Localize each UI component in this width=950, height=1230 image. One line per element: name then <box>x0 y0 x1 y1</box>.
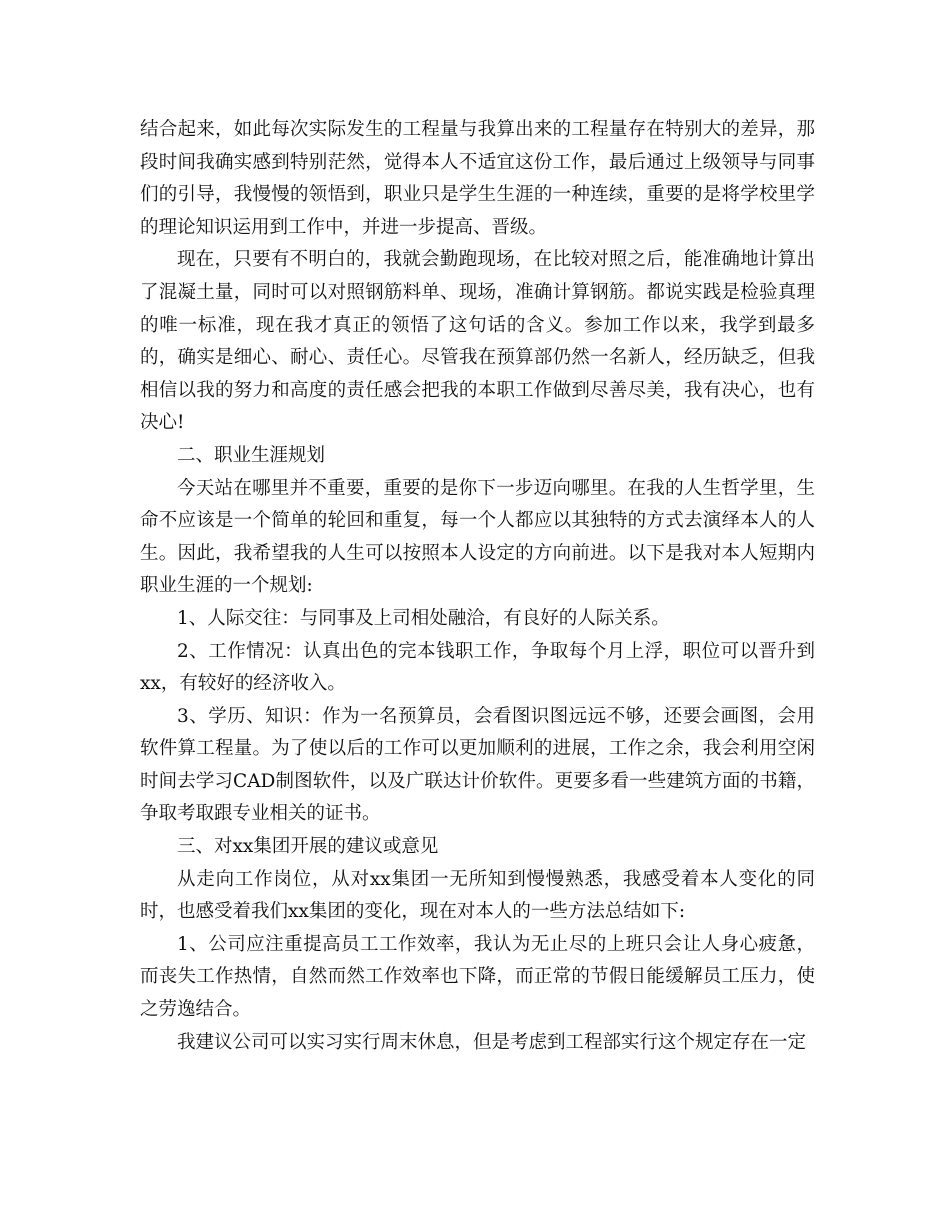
list-item-education: 3、学历、知识：作为一名预算员，会看图识图远远不够，还要会画图，会用软件算工程量。为了使以后的工作可以更加顺利的进展，工作之余，我会利用空闲时间去学习CAD制图软件，以及广联达计价软件。更要多看一些建筑方面的书籍，争取考取跟专业相关的证书。 <box>140 705 815 825</box>
document-body <box>140 114 815 1059</box>
list-item-interpersonal: 1、人际交往：与同事及上司相处融洽，有良好的人际关系。 <box>177 607 670 629</box>
paragraph-site-practice: 现在，只要有不明白的，我就会勤跑现场，在比较对照之后，能准确地计算出了混凝土量，同时可以对照钢筋料单、现场，准确计算钢筋。都说实践是检验真理的唯一标准，现在我才真正的领悟了这句话的含义。参加工作以来，我学到最多的，确实是细心、耐心、责任心。尽管我在预算部仍然一名新人，经历缺乏，但我相信以我的努力和高度的责任感会把我的本职工作做到尽善尽美，我有决心，也有决心! <box>140 249 815 434</box>
paragraph-suggestions-intro: 从走向工作岗位，从对xx集团一无所知到慢慢熟悉，我感受着本人变化的同时，也感受着我们xx集团的变化，现在对本人的一些方法总结如下: <box>140 868 815 923</box>
section-heading-career-plan: 二、职业生涯规划 <box>177 444 326 466</box>
list-item-work: 2、工作情况：认真出色的完本钱职工作，争取每个月上浮，职位可以晋升到xx，有较好的经济收入。 <box>140 640 815 695</box>
section-heading-suggestions: 三、对xx集团开展的建议或意见 <box>177 836 439 858</box>
paragraph-continuation: 结合起来，如此每次实际发生的工程量与我算出来的工程量存在特别大的差异，那段时间我确实感到特别茫然，觉得本人不适宜这份工作，最后通过上级领导与同事们的引导，我慢慢的领悟到，职业只是学生生涯的一种连续，重要的是将学校里学的理论知识运用到工作中，并进一步提高、晋级。 <box>140 119 815 238</box>
list-item-efficiency: 1、公司应注重提高员工工作效率，我认为无止尽的上班只会让人身心疲惫，而丧失工作热情，自然而然工作效率也下降，而正常的节假日能缓解员工压力，使之劳逸结合。 <box>140 933 815 1021</box>
paragraph-weekend-proposal: 我建议公司可以实习实行周末休息，但是考虑到工程部实行这个规定存在一定 <box>177 1031 807 1053</box>
paragraph-career-intro: 今天站在哪里并不重要，重要的是你下一步迈向哪里。在我的人生哲学里，生命不应该是一个简单的轮回和重复，每一个人都应以其独特的方式去演绎本人的人生。因此，我希望我的人生可以按照本人设定的方向前进。以下是我对本人短期内职业生涯的一个规划: <box>140 477 815 597</box>
